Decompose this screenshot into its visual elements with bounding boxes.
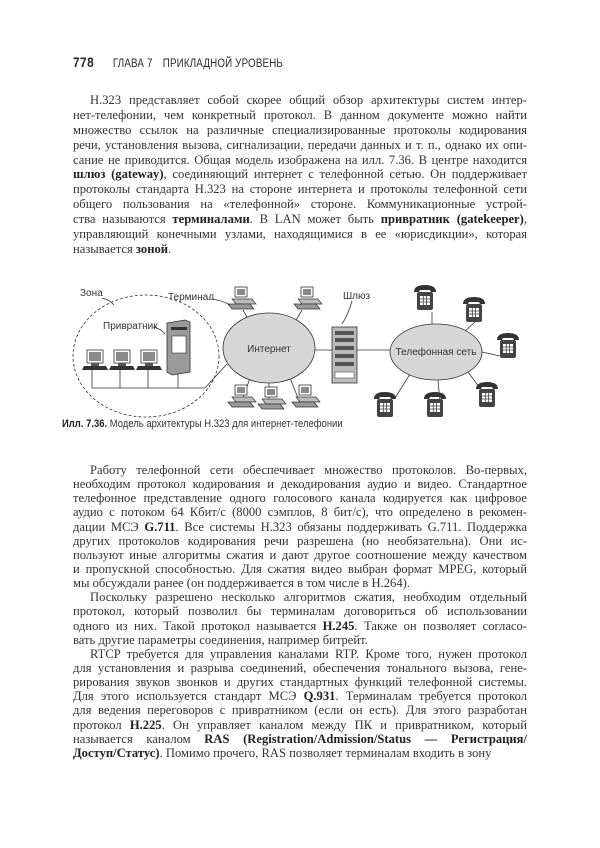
- caption-number: Илл. 7.36.: [62, 418, 108, 430]
- chapter-label: ГЛАВА 7: [112, 58, 153, 70]
- bold-term: RAS (Registration/Admission/Status — Регистрация/: [204, 731, 527, 746]
- caption-text: Модель архитектуры H.323 для интернет-телефонии: [107, 418, 343, 430]
- pc-icon: [109, 350, 135, 370]
- bold-term: H.245: [322, 618, 355, 633]
- bold-term: терминалами: [172, 212, 250, 227]
- text-run: Для этого используется стандарт МСЭ: [73, 689, 304, 704]
- text-run: нет-телефонии, чем конкретный протокол. В данном документе можно найти: [73, 107, 527, 122]
- text-run: , соединяющий интернет с телефонной сетью. Он поддерживает: [163, 167, 527, 182]
- text-run: . Помимо прочего, RAS позволяет терминалам входить в зону: [159, 745, 492, 760]
- terminal-label: Терминал: [168, 292, 215, 303]
- text-run: протокол: [73, 717, 130, 732]
- gatekeeper-server-icon: [167, 320, 190, 375]
- text-run: . Все системы H.323 обязаны поддерживать G.711. Поддержка: [175, 519, 527, 534]
- paragraph: [73, 590, 527, 647]
- body-paragraphs: [73, 463, 527, 760]
- zone-label: Зона: [80, 288, 103, 299]
- text-run: речи, установления вызова, сигнализации, передачи данных и т. п., однако их опи-: [73, 137, 527, 152]
- text-run: одного из них. Такой протокол называется: [73, 618, 323, 633]
- text-run: сание не приводится. Общая модель изображена на илл. 7.36. В центре находится: [73, 152, 527, 167]
- bold-term: привратник (gatekeeper): [380, 212, 524, 227]
- text-run: мы обсуждали ранее (он поддерживается в том числе в H.264).: [73, 576, 410, 591]
- text-line: [73, 548, 527, 562]
- text-line: [73, 520, 527, 534]
- text-run: пользуют иные алгоритмы сжатия и дают другое соотношение между качеством: [73, 547, 527, 562]
- phone-icon: [424, 392, 446, 417]
- text-run: рирования звуков звонков и других стандартных функций телефонной системы.: [73, 675, 527, 690]
- text-line: [73, 604, 527, 618]
- bold-term: H.225: [129, 717, 162, 732]
- text-run: . В LAN может быть: [249, 212, 381, 227]
- text-run: ства называются: [73, 212, 173, 227]
- text-line: [73, 675, 527, 689]
- text-run: .: [168, 241, 172, 256]
- terminal-icon: [294, 287, 322, 309]
- figure-caption: [62, 418, 343, 430]
- text-run: общего пользования на «телефонной» стороне. Коммуникационные устрой-: [73, 197, 527, 212]
- bold-term: шлюз (gateway): [73, 167, 164, 182]
- text-line: [73, 463, 527, 477]
- text-line: [73, 718, 527, 732]
- text-run: H.323 представляет собой скорее общий обзор архитектуры систем интер-: [90, 93, 527, 107]
- text-run: . Терминалам требуется протокол: [335, 689, 527, 704]
- text-run: вать другие параметры соединения, например битрейт.: [73, 632, 368, 647]
- text-run: других протоколов кодирования речи разрешена (но необязательна). Они ис-: [73, 533, 527, 548]
- gateway-label: Шлюз: [343, 291, 371, 302]
- phone-icon: [374, 392, 396, 417]
- paragraph: [73, 463, 527, 590]
- gateway-rack-icon: [332, 327, 357, 383]
- text-line: [73, 619, 527, 633]
- text-line: [73, 661, 527, 675]
- text-run: дации МСЭ: [73, 519, 145, 534]
- text-run: называется: [73, 241, 136, 256]
- text-line: [73, 746, 527, 760]
- text-line: [73, 505, 527, 519]
- text-run: . Также он позволяет согласо-: [354, 618, 527, 633]
- paragraph: [73, 647, 527, 760]
- terminal-icon: [228, 287, 256, 309]
- phone-network-label: Телефонная сеть: [395, 347, 477, 358]
- text-line: [73, 732, 527, 746]
- terminal-icon: [228, 385, 256, 407]
- text-run: необходим протокол кодирования и декодирования аудио и видео. Стандартное: [73, 477, 527, 492]
- bold-term: зоной: [135, 241, 169, 256]
- phone-icon: [497, 333, 519, 358]
- text-line: [73, 562, 527, 576]
- text-line: [73, 491, 527, 505]
- text-line: [73, 477, 527, 491]
- pc-icon: [82, 350, 108, 370]
- text-run: для установления и разрыва соединений, обеспечения тонального вызова, гене-: [73, 660, 527, 675]
- internet-label: Интернет: [247, 344, 291, 355]
- bold-term: Q.931: [303, 689, 336, 704]
- text-line: [73, 534, 527, 548]
- text-line: [73, 590, 527, 604]
- phone-icon: [414, 285, 436, 310]
- text-line: [73, 647, 527, 661]
- text-run: аудио с потоком 64 Кбит/с (8000 сэмплов, 8 бит/с), что определено в рекомен-: [73, 505, 527, 520]
- text-run: RTCP требуется для управления каналами RTP. Кроме того, нужен протокол: [90, 646, 527, 661]
- gatekeeper-label: Привратник: [103, 321, 158, 332]
- pc-icon: [136, 350, 162, 370]
- bold-term: G.711: [144, 519, 176, 534]
- text-run: ,: [523, 212, 527, 227]
- page-number: 778: [73, 54, 95, 70]
- text-run: протоколы стандарта H.323 на стороне интернета и протоколы телефонной сети: [73, 182, 527, 197]
- phone-icon: [476, 382, 498, 407]
- text-run: телефонное представление одного голосового канала кодируется как цифровое: [73, 491, 527, 506]
- text-run: Поскольку разрешено несколько алгоритмов сжатия, необходим отдельный: [90, 590, 527, 605]
- text-line: [73, 576, 527, 590]
- text-run: и пропускной способностью. Для сжатия видео выбран формат MPEG, который: [73, 561, 527, 576]
- chapter-title: ПРИКЛАДНОЙ УРОВЕНЬ: [162, 58, 284, 70]
- text-run: управляющий конечными узлами, находящимися в ее «юрисдикции», которая: [73, 227, 527, 242]
- text-line: [73, 689, 527, 703]
- text-run: называется каналом: [73, 731, 205, 746]
- terminal-icon: [258, 387, 286, 409]
- text-line: [73, 633, 527, 647]
- text-line: [73, 703, 527, 717]
- text-run: . Он управляет каналом между ПК и привратником, который: [161, 717, 527, 732]
- gateway-arrow: [342, 301, 352, 324]
- text-run: протокол, который позволил бы терминалам договориться об использовании: [73, 604, 527, 619]
- terminal-icon: [292, 385, 320, 407]
- text-run: множество ссылок на различные специализированные протоколы кодирования: [73, 122, 527, 137]
- text-run: Работу телефонной сети обеспечивает множество протоколов. Во-первых,: [90, 463, 527, 477]
- bold-term: Доступ/Статус): [73, 745, 160, 760]
- text-run: для ведения переговоров с привратником (если он есть). Для этого разработан: [73, 703, 527, 718]
- phone-icon: [463, 297, 485, 322]
